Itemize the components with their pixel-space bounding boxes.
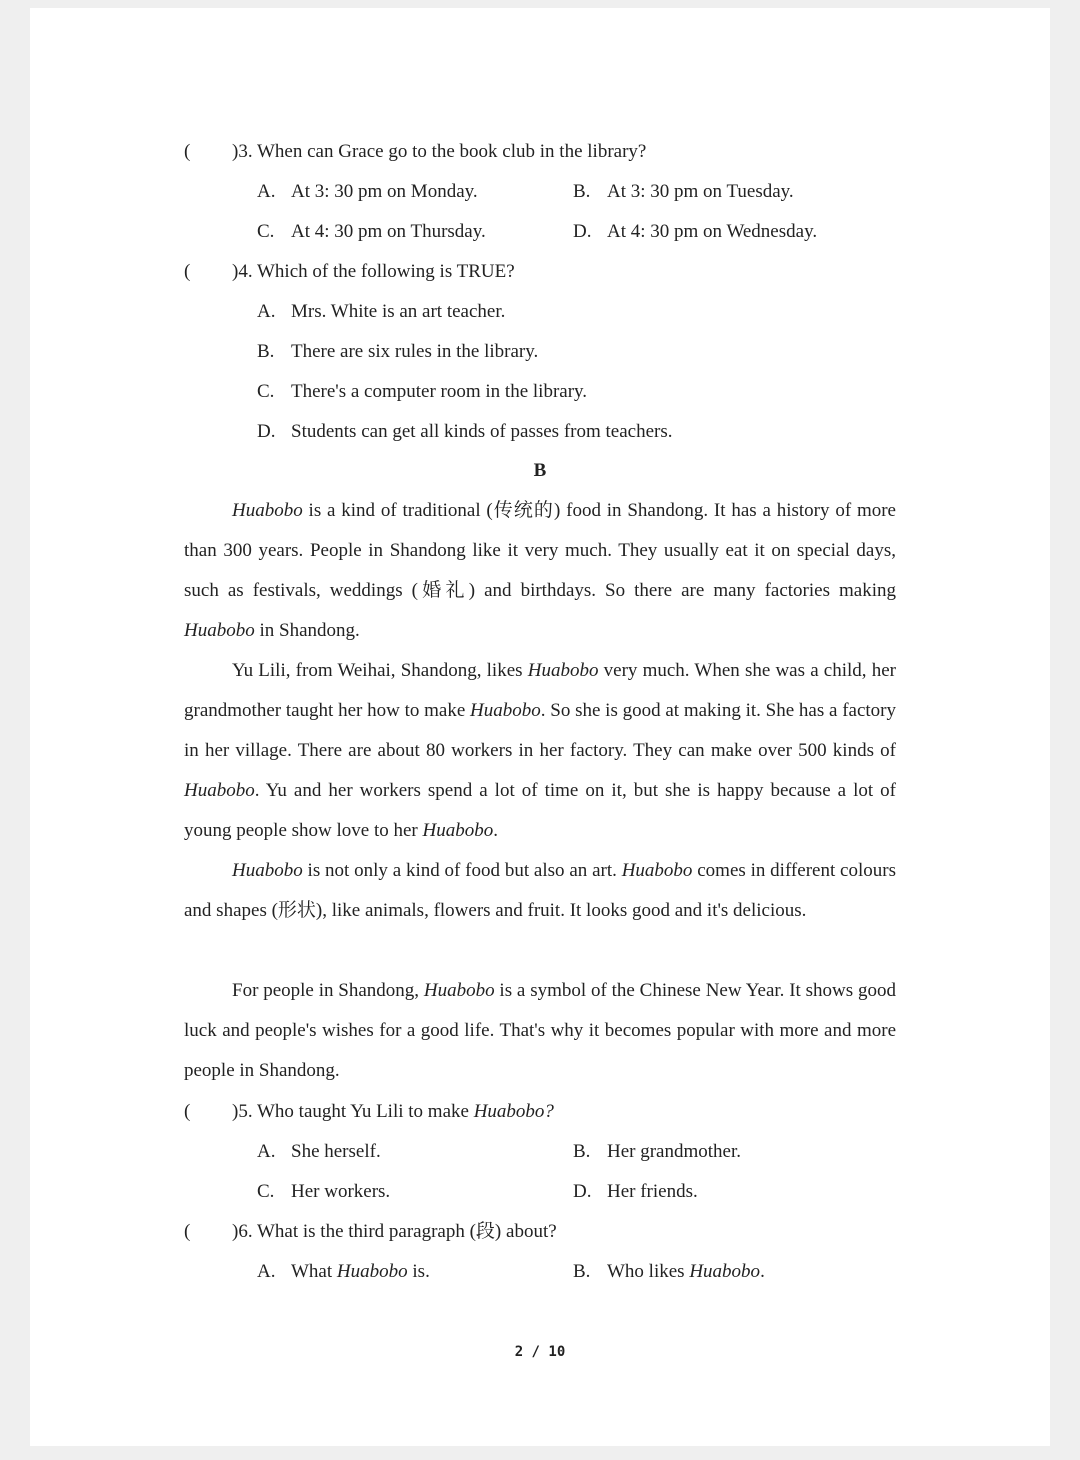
option-text: Mrs. White is an art teacher.: [291, 301, 506, 322]
option-text: Her workers.: [291, 1181, 391, 1202]
paragraph-text: Yu Lili, from Weihai, Shandong, likes: [232, 660, 528, 681]
answer-bracket: (: [184, 141, 191, 162]
question-5-text: [232, 1100, 554, 1124]
option-text: At 3: 30 pm on Monday.: [291, 181, 478, 202]
huabobo-term: Huabobo: [470, 700, 541, 721]
q5-option-c: [257, 1180, 390, 1204]
option-text: At 4: 30 pm on Wednesday.: [607, 221, 818, 242]
huabobo-term: Huabobo: [621, 860, 693, 881]
option-letter: D.: [257, 421, 276, 442]
option-text: Students can get all kinds of passes from teachers.: [291, 421, 673, 442]
question-6-text: )6. What is the third paragraph (段) about?: [232, 1221, 557, 1242]
huabobo-term: Huabobo: [422, 820, 494, 841]
option-text: There's a computer room in the library.: [291, 381, 588, 402]
huabobo-term: Huabobo: [423, 980, 495, 1001]
paragraph-text: in Shandong.: [254, 620, 360, 641]
passage-paragraph-4: [184, 971, 896, 1091]
q3-option-a: [257, 180, 478, 204]
option-letter: B.: [573, 181, 591, 202]
q3-option-c: [257, 220, 486, 244]
huabobo-term: Huabobo: [232, 860, 303, 881]
option-letter: A.: [257, 1261, 276, 1282]
option-letter: C.: [257, 381, 275, 402]
q6-option-b: [573, 1260, 765, 1284]
option-text: She herself.: [291, 1141, 381, 1162]
q5-option-d: [573, 1180, 698, 1204]
huabobo-term: Huabobo: [336, 1261, 408, 1282]
option-letter: B.: [573, 1141, 591, 1162]
option-letter: A.: [257, 1141, 276, 1162]
paragraph-text: For people in Shandong,: [232, 980, 424, 1001]
question-3-text: )3. When can Grace go to the book club in the library?: [232, 141, 647, 162]
passage-paragraph-2: [184, 651, 896, 851]
option-text: At 3: 30 pm on Tuesday.: [607, 181, 794, 202]
option-letter: D.: [573, 1181, 592, 1202]
section-b-heading: B: [533, 460, 547, 481]
huabobo-term: Huabobo: [232, 500, 303, 521]
option-letter: A.: [257, 181, 276, 202]
huabobo-term: Huabobo: [184, 780, 255, 801]
option-text: Her grandmother.: [607, 1141, 742, 1162]
answer-bracket: (: [184, 1101, 191, 1122]
page-number: 2 / 10: [514, 1344, 566, 1360]
passage-paragraph-1: [184, 491, 896, 651]
option-text: Who likes: [607, 1261, 690, 1282]
option-text: .: [760, 1261, 765, 1282]
paragraph-text: very much. When she was a child, her grandmother taught her how to make: [184, 660, 896, 721]
option-text: is.: [407, 1261, 430, 1282]
q4-option-b: [257, 340, 538, 364]
q3-option-d: [573, 220, 817, 244]
paragraph-text: is a symbol of the Chinese New Year. It shows good luck and people's wishes for a good life. That's why it becomes popular with more and more people in Shandong.: [184, 980, 896, 1081]
option-text: At 4: 30 pm on Thursday.: [291, 221, 486, 242]
option-text: There are six rules in the library.: [291, 341, 539, 362]
q4-option-d: [257, 420, 672, 444]
huabobo-term: Huabobo?: [473, 1101, 554, 1122]
option-letter: B.: [257, 341, 275, 362]
q5-option-a: [257, 1140, 381, 1164]
option-letter: C.: [257, 221, 275, 242]
q6-option-a: [257, 1260, 430, 1284]
paragraph-text: comes in different colours and shapes (形状), like animals, flowers and fruit. It looks good and it's delicious.: [184, 860, 896, 921]
option-letter: A.: [257, 301, 276, 322]
paragraph-text: . Yu and her workers spend a lot of time on it, but she is happy because a lot of young people show love to her: [184, 780, 896, 841]
answer-bracket: (: [184, 261, 191, 282]
huabobo-term: Huabobo: [689, 1261, 761, 1282]
answer-bracket: (: [184, 1221, 191, 1242]
option-letter: D.: [573, 221, 592, 242]
passage-paragraph-3: [184, 851, 896, 931]
q5-option-b: [573, 1140, 741, 1164]
q3-option-b: [573, 180, 794, 204]
paragraph-text: .: [493, 820, 498, 841]
option-text: What: [291, 1261, 337, 1282]
question-4-text: )4. Which of the following is TRUE?: [232, 261, 515, 282]
q4-option-a: [257, 300, 505, 324]
option-text: Her friends.: [607, 1181, 698, 1202]
paragraph-text: . So she is good at making it. She has a factory in her village. There are about 80 workers in her factory. They can make over 500 kinds of: [184, 700, 896, 761]
huabobo-term: Huabobo: [527, 660, 599, 681]
paragraph-text: is not only a kind of food but also an art.: [302, 860, 622, 881]
option-letter: C.: [257, 1181, 275, 1202]
option-letter: B.: [573, 1261, 591, 1282]
paragraph-text: is a kind of traditional (传统的) food in Shandong. It has a history of more than 300 years. People in Shandong like it very much. They usually eat it on special days, such as festivals, weddings (婚礼) and birthdays. So there are many factories making: [184, 500, 896, 601]
q4-option-c: [257, 380, 587, 404]
huabobo-term: Huabobo: [184, 620, 255, 641]
question-text: )5. Who taught Yu Lili to make: [232, 1101, 474, 1122]
